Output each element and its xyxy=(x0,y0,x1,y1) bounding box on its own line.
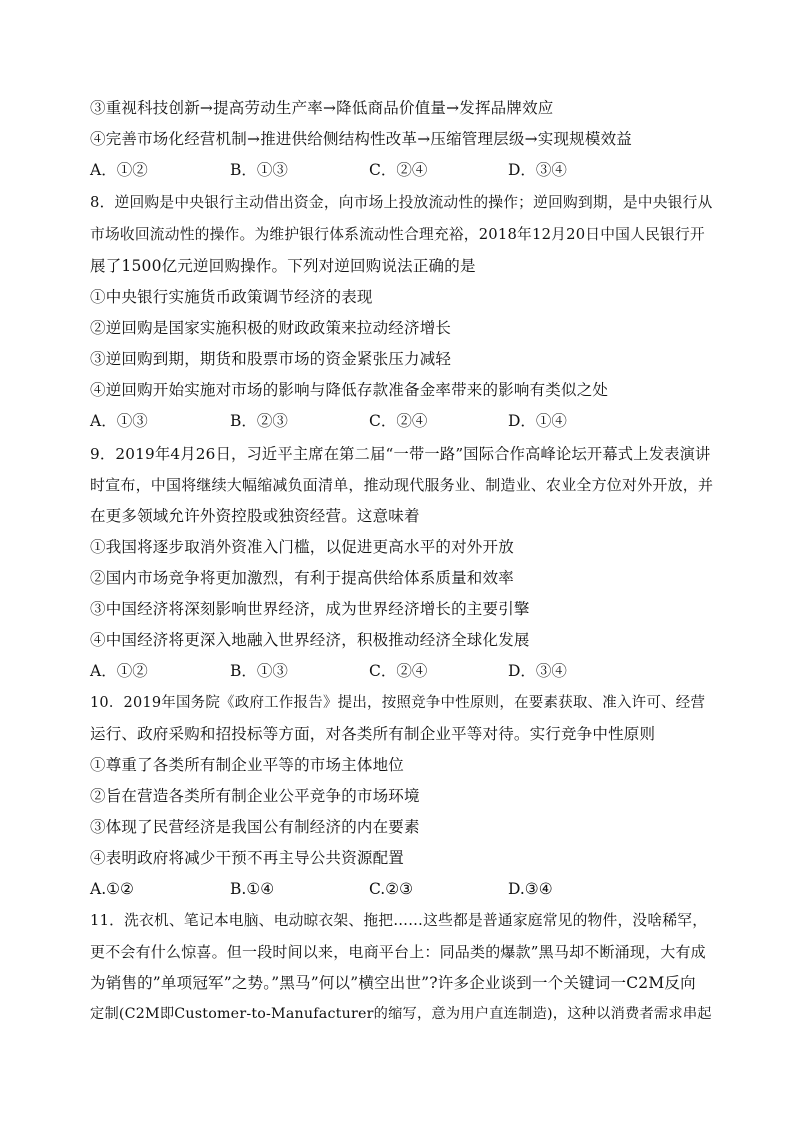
q8-statement-2: ②逆回购是国家实施积极的财政政策来拉动经济增长 xyxy=(90,319,452,337)
q7-options xyxy=(90,159,710,181)
q10-option-a: A.①② xyxy=(90,880,134,898)
q9-stem-line-3: 在更多领域允许外资控股或独资经营。这意味着 xyxy=(90,507,420,525)
q10-stem-line-2: 运行、政府采购和招投标等方面，对各类所有制企业平等对待。实行竞争中性原则 xyxy=(90,725,656,743)
q10-statement-3: ③体现了民营经济是我国公有制经济的内在要素 xyxy=(90,818,420,836)
q9-stem-line-1: 9．2019年4月26日，习近平主席在第二届“一带一路”国际合作高峰论坛开幕式上发表演讲 xyxy=(90,445,711,463)
q8-option-b: B．②③ xyxy=(230,412,288,430)
q9-option-c: C．②④ xyxy=(369,662,428,680)
q8-stem-line-1: 8．逆回购是中央银行主动借出资金，向市场上投放流动性的操作；逆回购到期，是中央银行从 xyxy=(90,194,713,211)
q10-option-d: D.③④ xyxy=(508,880,553,898)
q8-stem-line-3: 展了1500亿元逆回购操作。下列对逆回购说法正确的是 xyxy=(90,257,476,275)
q7-option-c: C．②④ xyxy=(369,161,428,179)
q8-statement-1: ①中央银行实施货币政策调节经济的表现 xyxy=(90,288,373,306)
q8-stem-line-2: 市场收回流动性的操作。为维护银行体系流动性合理充裕，2018年12月20日中国人民银行开 xyxy=(90,226,705,243)
q10-stem-line-1: 10．2019年国务院《政府工作报告》提出，按照竞争中性原则，在要素获取、准入许可、经营 xyxy=(90,695,706,711)
q8-statement-4: ④逆回购开始实施对市场的影响与降低存款准备金率带来的影响有类似之处 xyxy=(90,381,609,399)
q8-option-c: C．②④ xyxy=(369,412,428,430)
q7-option-d: D．③④ xyxy=(508,161,567,179)
q11-stem-line-3: 为销售的”单项冠军”之势。”黑马”何以”横空出世”?许多企业谈到一个关键词一C2M反向 xyxy=(90,974,696,992)
q10-options xyxy=(90,878,710,900)
q7-statement-4: ④完善市场化经营机制→推进供给侧结构性改革→压缩管理层级→实现规模效益 xyxy=(90,130,632,148)
q8-statement-3: ③逆回购到期，期货和股票市场的资金紧张压力减轻 xyxy=(90,350,452,368)
q10-option-b: B.①④ xyxy=(230,880,275,898)
q9-option-a: A．①② xyxy=(90,662,148,680)
q9-statement-2: ②国内市场竞争将更加激烈，有利于提高供给体系质量和效率 xyxy=(90,569,514,587)
q9-statement-3: ③中国经济将深刻影响世界经济，成为世界经济增长的主要引擎 xyxy=(90,600,530,618)
q7-statement-3: ③重视科技创新→提高劳动生产率→降低商品价值量→发挥品牌效应 xyxy=(90,99,554,117)
q10-statement-2: ②旨在营造各类所有制企业公平竞争的市场环境 xyxy=(90,787,420,805)
q8-options xyxy=(90,410,710,432)
q9-statement-4: ④中国经济将更深入地融入世界经济，积极推动经济全球化发展 xyxy=(90,631,530,649)
q9-statement-1: ①我国将逐步取消外资准入门槛，以促进更高水平的对外开放 xyxy=(90,538,514,556)
q9-option-d: D．③④ xyxy=(508,662,567,680)
q7-option-b: B．①③ xyxy=(230,161,288,179)
q8-option-d: D．①④ xyxy=(508,412,567,430)
q10-statement-1: ①尊重了各类所有制企业平等的市场主体地位 xyxy=(90,756,405,774)
q8-option-a: A．①③ xyxy=(90,412,148,430)
q11-stem-line-2: 更不会有什么惊喜。但一段时间以来，电商平台上：同品类的爆款”黑马却不断涌现，大有成 xyxy=(90,943,706,961)
q9-option-b: B．①③ xyxy=(230,662,288,680)
q9-stem-line-2: 时宣布，中国将继续大幅缩减负面清单，推动现代服务业、制造业、农业全方位对外开放，并 xyxy=(90,476,714,494)
q11-stem-line-1: 11．洗衣机、笔记本电脑、电动晾衣架、拖把……这些都是普通家庭常见的物件，没啥稀罕， xyxy=(90,912,708,929)
q10-option-c: C.②③ xyxy=(369,880,414,898)
q7-option-a: A．①② xyxy=(90,161,148,179)
q9-options xyxy=(90,660,710,682)
q10-statement-4: ④表明政府将减少干预不再主导公共资源配置 xyxy=(90,849,405,867)
q11-stem-line-4: 定制(C2M即Customer-to-Manufacturer的缩写，意为用户直连制造)，这种以消费者需求串起 xyxy=(90,1006,712,1022)
